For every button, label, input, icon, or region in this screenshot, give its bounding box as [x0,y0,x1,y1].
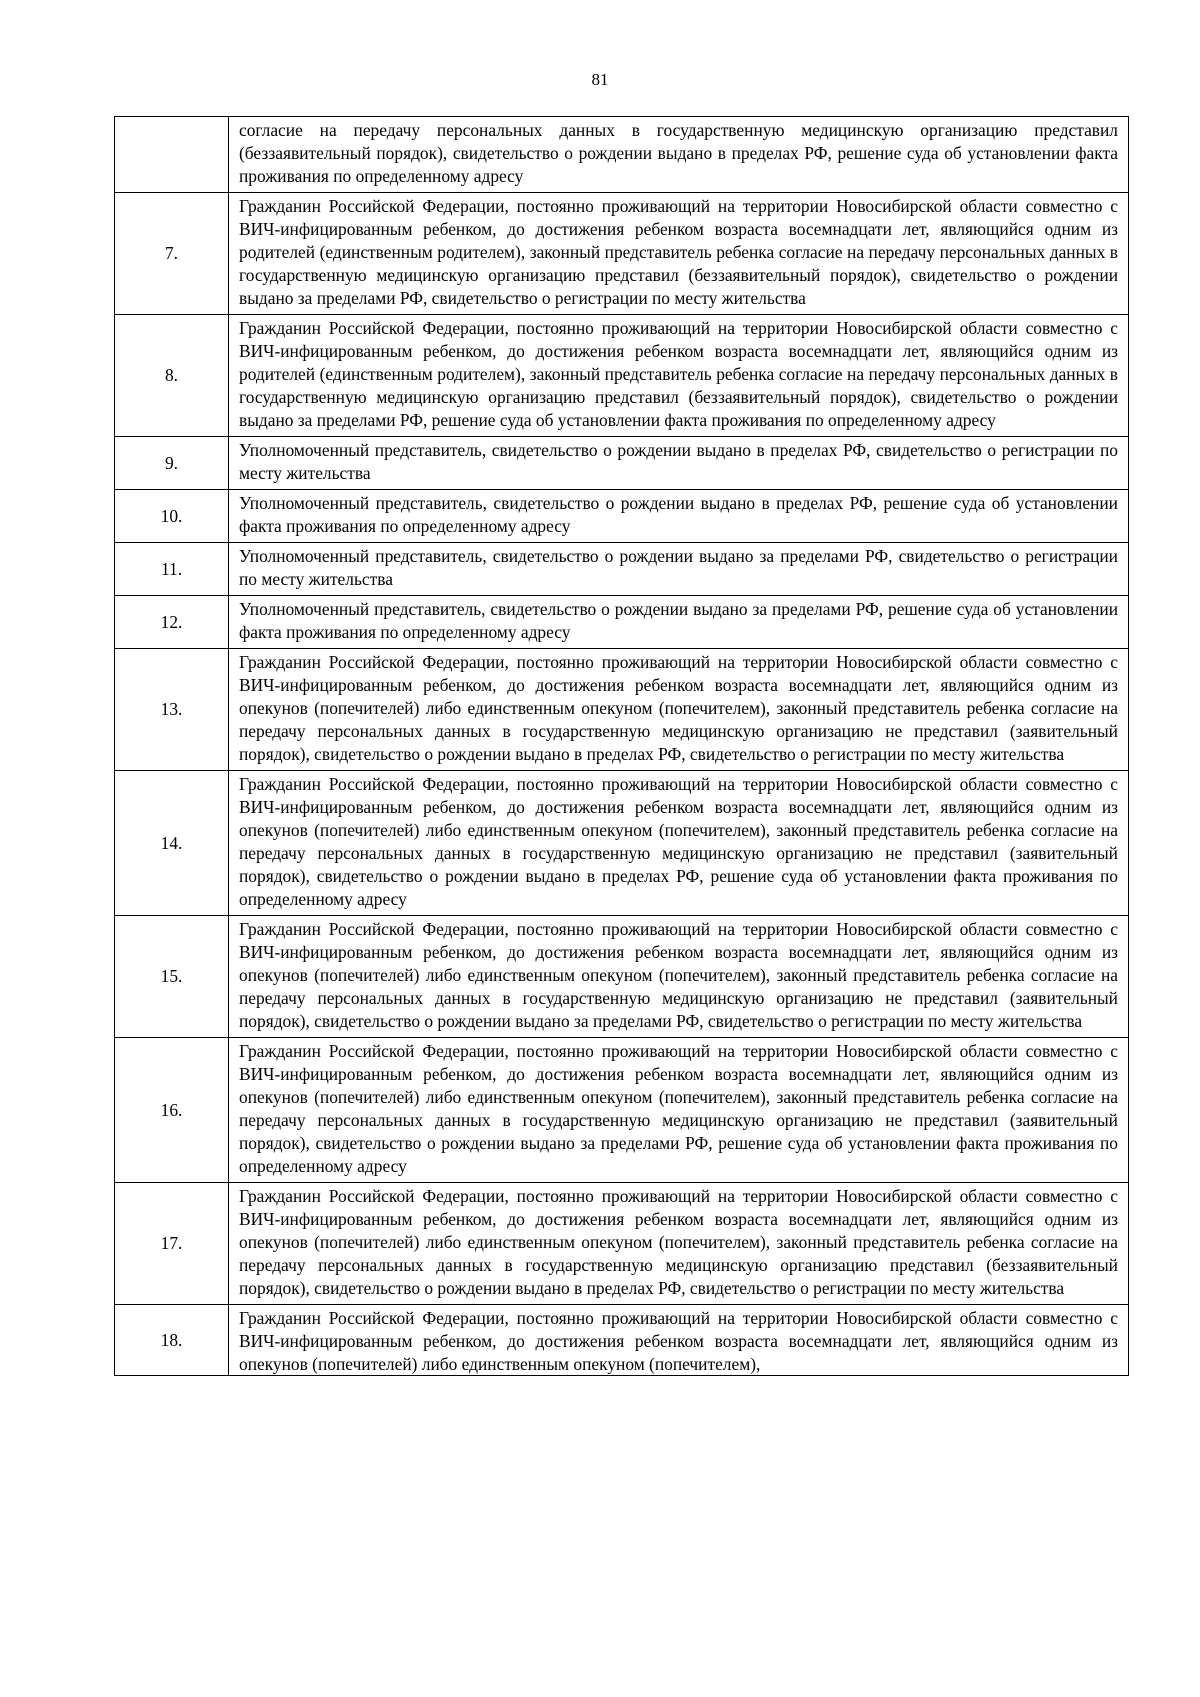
row-text: Уполномоченный представитель, свидетельство о рождении выдано за пределами РФ, решение суда об установлении факта проживания по определенному адресу [229,596,1129,649]
row-number: 9. [115,437,229,490]
table-row [115,916,1129,1038]
row-text-content: Гражданин Российской Федерации, постоянно проживающий на территории Новосибирской области совместно с ВИЧ-инфицированным ребенком, до достижения ребенком возраста восемнадцати лет, являющийся одним из опекунов (попечителей) либо единственным опекуном (попечителем), [239,1308,1118,1374]
table-row [115,193,1129,315]
row-number: 8. [115,315,229,437]
table-row [115,490,1129,543]
row-text: Уполномоченный представитель, свидетельство о рождении выдано за пределами РФ, свидетельство о регистрации по месту жительства [229,543,1129,596]
table-row [115,596,1129,649]
row-number: 16. [115,1038,229,1183]
row-text: Уполномоченный представитель, свидетельство о рождении выдано в пределах РФ, свидетельство о регистрации по месту жительства [229,437,1129,490]
row-text [229,1305,1129,1376]
row-number: 13. [115,649,229,771]
table-row [115,437,1129,490]
table-row [115,1305,1129,1376]
row-text: Гражданин Российской Федерации, постоянно проживающий на территории Новосибирской области совместно с ВИЧ-инфицированным ребенком, до достижения ребенком возраста восемнадцати лет, являющийся одним из опекунов (попечителей) либо единственным опекуном (попечителем), законный представитель ребенка согласие на передачу персональных данных в государственную медицинскую организацию не представил (заявительный порядок), свидетельство о рождении выдано в пределах РФ, решение суда об установлении факта проживания по определенному адресу [229,771,1129,916]
row-text: Гражданин Российской Федерации, постоянно проживающий на территории Новосибирской области совместно с ВИЧ-инфицированным ребенком, до достижения ребенком возраста восемнадцати лет, являющийся одним из опекунов (попечителей) либо единственным опекуном (попечителем), законный представитель ребенка согласие на передачу персональных данных в государственную медицинскую организацию не представил (заявительный порядок), свидетельство о рождении выдано в пределах РФ, свидетельство о регистрации по месту жительства [229,649,1129,771]
table-row [115,1183,1129,1305]
table-row [115,315,1129,437]
page-number: 81 [591,70,609,89]
row-text: Гражданин Российской Федерации, постоянно проживающий на территории Новосибирской области совместно с ВИЧ-инфицированным ребенком, до достижения ребенком возраста восемнадцати лет, являющийся одним из опекунов (попечителей) либо единственным опекуном (попечителем), законный представитель ребенка согласие на передачу персональных данных в государственную медицинскую организацию не представил (заявительный порядок), свидетельство о рождении выдано за пределами РФ, решение суда об установлении факта проживания по определенному адресу [229,1038,1129,1183]
row-text: Уполномоченный представитель, свидетельство о рождении выдано в пределах РФ, решение суда об установлении факта проживания по определенному адресу [229,490,1129,543]
row-number: 12. [115,596,229,649]
row-number: 14. [115,771,229,916]
row-number: 11. [115,543,229,596]
row-text: Гражданин Российской Федерации, постоянно проживающий на территории Новосибирской области совместно с ВИЧ-инфицированным ребенком, до достижения ребенком возраста восемнадцати лет, являющийся одним из родителей (единственным родителем), законный представитель ребенка согласие на передачу персональных данных в государственную медицинскую организацию представил (беззаявительный порядок), свидетельство о рождении выдано за пределами РФ, свидетельство о регистрации по месту жительства [229,193,1129,315]
row-number: 15. [115,916,229,1038]
table-row [115,543,1129,596]
row-number: 18. [115,1305,229,1376]
table-row [115,117,1129,193]
table-row [115,649,1129,771]
row-text: Гражданин Российской Федерации, постоянно проживающий на территории Новосибирской области совместно с ВИЧ-инфицированным ребенком, до достижения ребенком возраста восемнадцати лет, являющийся одним из опекунов (попечителей) либо единственным опекуном (попечителем), законный представитель ребенка согласие на передачу персональных данных в государственную медицинскую организацию представил (беззаявительный порядок), свидетельство о рождении выдано в пределах РФ, свидетельство о регистрации по месту жительства [229,1183,1129,1305]
row-text: Гражданин Российской Федерации, постоянно проживающий на территории Новосибирской области совместно с ВИЧ-инфицированным ребенком, до достижения ребенком возраста восемнадцати лет, являющийся одним из родителей (единственным родителем), законный представитель ребенка согласие на передачу персональных данных в государственную медицинскую организацию представил (беззаявительный порядок), свидетельство о рождении выдано за пределами РФ, решение суда об установлении факта проживания по определенному адресу [229,315,1129,437]
row-number: 10. [115,490,229,543]
row-number: 7. [115,193,229,315]
table-row [115,1038,1129,1183]
table-row [115,771,1129,916]
row-number [115,117,229,193]
criteria-table [114,116,1129,1376]
row-number: 17. [115,1183,229,1305]
row-text: Гражданин Российской Федерации, постоянно проживающий на территории Новосибирской области совместно с ВИЧ-инфицированным ребенком, до достижения ребенком возраста восемнадцати лет, являющийся одним из опекунов (попечителей) либо единственным опекуном (попечителем), законный представитель ребенка согласие на передачу персональных данных в государственную медицинскую организацию не представил (заявительный порядок), свидетельство о рождении выдано за пределами РФ, свидетельство о регистрации по месту жительства [229,916,1129,1038]
row-text: согласие на передачу персональных данных в государственную медицинскую организацию представил (беззаявительный порядок), свидетельство о рождении выдано в пределах РФ, решение суда об установлении факта проживания по определенному адресу [229,117,1129,193]
